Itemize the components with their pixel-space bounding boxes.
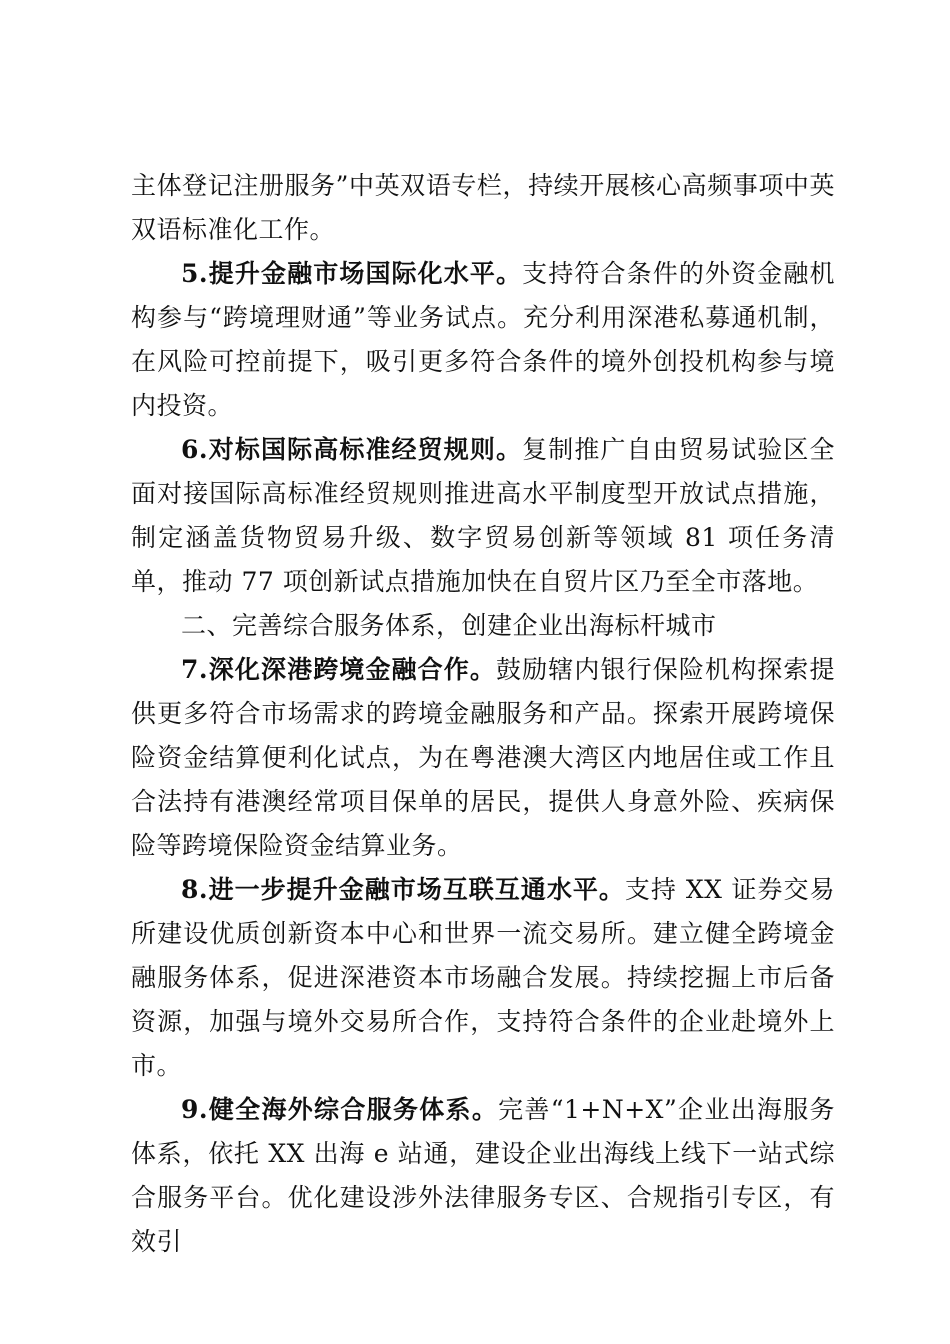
item-9-heading: 9.健全海外综合服务体系。	[181, 1095, 499, 1124]
paragraph-item-5	[131, 252, 835, 428]
paragraph-item-8	[131, 868, 835, 1088]
item-8-body: 支持 XX 证券交易所建设优质创新资本中心和世界一流交易所。建立健全跨境金融服务体系，促进深港资本市场融合发展。持续挖掘上市后备资源，加强与境外交易所合作，支持符合条件的企业赴境外上市。	[131, 875, 835, 1080]
paragraph-text: 主体登记注册服务”中英双语专栏，持续开展核心高频事项中英双语标准化工作。	[131, 171, 835, 244]
paragraph-item-6	[131, 428, 835, 604]
section-2-title-text: 二、完善综合服务体系，创建企业出海标杆城市	[181, 611, 717, 640]
item-7-heading: 7.深化深港跨境金融合作。	[181, 655, 497, 684]
item-6-body: 复制推广自由贸易试验区全面对接国际高标准经贸规则推进高水平制度型开放试点措施，制定涵盖货物贸易升级、数字贸易创新等领域 81 项任务清单，推动 77 项创新试点措施加快在自贸片区乃至全市落地。	[131, 435, 835, 596]
paragraph-item-7	[131, 648, 835, 868]
item-5-body: 支持符合条件的外资金融机构参与“跨境理财通”等业务试点。充分利用深港私募通机制，在风险可控前提下，吸引更多符合条件的境外创投机构参与境内投资。	[131, 259, 835, 420]
item-8-heading: 8.进一步提升金融市场互联互通水平。	[181, 875, 625, 904]
document-body	[131, 164, 835, 1264]
section-2-title	[131, 604, 835, 648]
item-7-body: 鼓励辖内银行保险机构探索提供更多符合市场需求的跨境金融服务和产品。探索开展跨境保险资金结算便利化试点，为在粤港澳大湾区内地居住或工作且合法持有港澳经常项目保单的居民，提供人身意外险、疾病保险等跨境保险资金结算业务。	[131, 655, 835, 860]
item-6-heading: 6.对标国际高标准经贸规则。	[181, 435, 523, 464]
item-5-heading: 5.提升金融市场国际化水平。	[181, 259, 523, 288]
paragraph-continuation	[131, 164, 835, 252]
paragraph-item-9	[131, 1088, 835, 1264]
item-9-body: 完善“1+N+X”企业出海服务体系，依托 XX 出海 e 站通，建设企业出海线上线下一站式综合服务平台。优化建设涉外法律服务专区、合规指引专区，有效引	[131, 1095, 835, 1256]
